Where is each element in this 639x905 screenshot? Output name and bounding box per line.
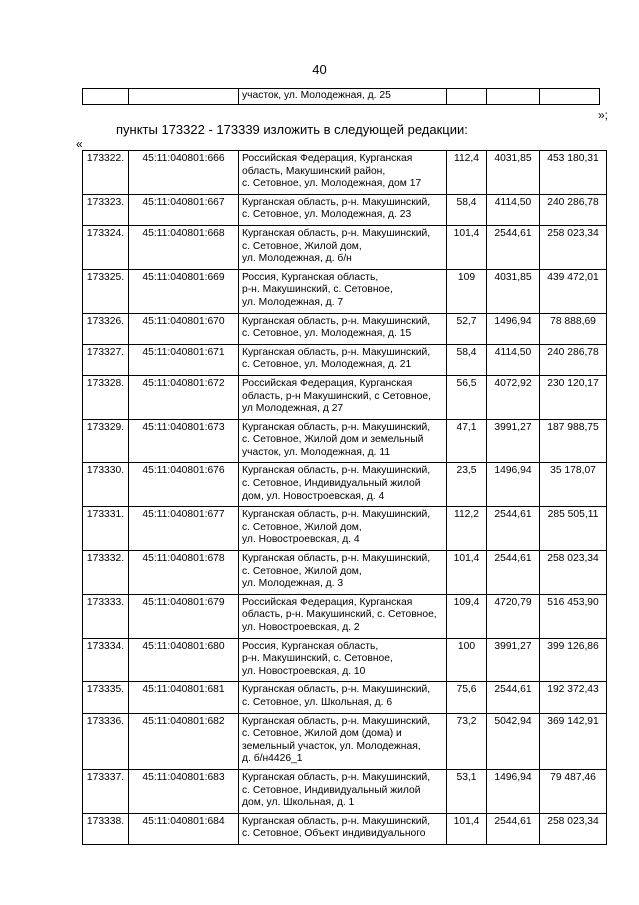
property-table [82,150,607,845]
cell-rate: 4072,92 [487,375,540,419]
cell-area: 58,4 [447,194,487,225]
cell-rate: 1496,94 [487,769,540,813]
cell-area: 75,6 [447,682,487,713]
cell-address [239,419,447,463]
cell-area: 112,2 [447,507,487,551]
cell-address [239,344,447,375]
cell-value: 35 178,07 [540,463,607,507]
cell-cadastral: 45:11:040801:680 [129,638,239,682]
address-line: область, р-н. Макушинский, с. Сетовное, [242,609,437,621]
address-line: дом, ул. Новостроевская, д. 4 [242,490,385,502]
cell-cadastral: 45:11:040801:669 [129,269,239,313]
cell-cadastral: 45:11:040801:668 [129,225,239,269]
cell-address [239,594,447,638]
address-line: с. Сетовное, Индивидуальный жилой [242,784,421,796]
table-row [83,313,607,344]
cell-cadastral: 45:11:040801:671 [129,344,239,375]
table-row [83,89,600,105]
cell-address [239,551,447,595]
address-line: с. Сетовное, Жилой дом, [242,240,362,252]
cell-cadastral: 45:11:040801:684 [129,813,239,844]
table-row [83,225,607,269]
address-line: с. Сетовное, Жилой дом, [242,565,362,577]
address-line: с. Сетовное, Жилой дом (дома) и [242,728,402,740]
cell-number [83,89,129,105]
address-line: Россия, Курганская область, [242,271,379,283]
table-row [83,463,607,507]
address-line: с. Сетовное, Объект индивидуального [242,828,426,840]
cell-area: 101,4 [447,225,487,269]
cell-address [239,269,447,313]
cell-number: 173336. [83,713,129,769]
cell-cadastral: 45:11:040801:673 [129,419,239,463]
cell-cadastral: 45:11:040801:681 [129,682,239,713]
cell-number: 173331. [83,507,129,551]
cell-area: 109,4 [447,594,487,638]
cell-address [239,225,447,269]
cell-area: 56,5 [447,375,487,419]
property-table-body [83,151,607,845]
cell-rate: 4720,79 [487,594,540,638]
cell-cadastral: 45:11:040801:677 [129,507,239,551]
cell-address [239,151,447,195]
address-line: Курганская область, р-н. Макушинский, [242,196,431,208]
cell-number: 173326. [83,313,129,344]
cell-rate: 4114,50 [487,194,540,225]
address-line: Россия, Курганская область, [242,640,379,652]
cell-value: 230 120,17 [540,375,607,419]
address-line: р-н. Макушинский, с. Сетовное, [242,284,393,296]
address-line: с. Сетовное, ул. Молодежная, д. 15 [242,328,412,340]
cell-rate: 5042,94 [487,713,540,769]
table-row [83,594,607,638]
cell-number: 173324. [83,225,129,269]
address-line: р-н. Макушинский, с. Сетовное, [242,653,393,665]
address-line: Курганская область, р-н. Макушинский, [242,684,431,696]
cell-value: 258 023,34 [540,813,607,844]
table-row [83,638,607,682]
address-line: участок, ул. Молодежная, д. 11 [242,446,391,458]
cell-area: 53,1 [447,769,487,813]
table-row [83,813,607,844]
cell-rate: 3991,27 [487,419,540,463]
cell-value: 285 505,11 [540,507,607,551]
cell-number: 173332. [83,551,129,595]
address-line: Курганская область, р-н. Макушинский, [242,346,431,358]
address-line: с. Сетовное, Жилой дом, [242,521,362,533]
cell-rate: 2544,61 [487,551,540,595]
cell-rate: 2544,61 [487,682,540,713]
cell-number: 173322. [83,151,129,195]
address-line: с. Сетовное, ул. Молодежная, д. 21 [242,359,412,371]
cell-rate: 4031,85 [487,151,540,195]
cell-area: 47,1 [447,419,487,463]
cell-rate: 2544,61 [487,813,540,844]
cell-number: 173323. [83,194,129,225]
cell-area: 58,4 [447,344,487,375]
cell-cadastral: 45:11:040801:679 [129,594,239,638]
cell-rate: 2544,61 [487,225,540,269]
cell-address [239,463,447,507]
cell-cadastral: 45:11:040801:667 [129,194,239,225]
table-row [83,769,607,813]
cell-value: 516 453,90 [540,594,607,638]
address-line: Курганская область, р-н. Макушинский, [242,315,431,327]
address-line: ул. Молодежная, д. 3 [242,578,344,590]
cell-area: 112,4 [447,151,487,195]
address-line: Курганская область, р-н. Макушинский, [242,465,431,477]
cell-address [239,769,447,813]
address-line: Курганская область, р-н. Макушинский, [242,509,431,521]
table-row [83,269,607,313]
cell-address [239,194,447,225]
cell-number: 173327. [83,344,129,375]
cell-value: 399 126,86 [540,638,607,682]
cell-area [447,89,487,105]
cell-value: 240 286,78 [540,194,607,225]
address-line: область, Макушинский район, [242,165,386,177]
address-line: ул. Молодежная, д. б/н [242,253,352,265]
cell-number: 173338. [83,813,129,844]
cell-cadastral: 45:11:040801:678 [129,551,239,595]
cell-rate: 1496,94 [487,313,540,344]
address-line: с. Сетовное, Индивидуальный жилой [242,478,421,490]
address-line: Курганская область, р-н. Макушинский, [242,421,431,433]
address-line: ул. Новостроевская, д. 10 [242,665,366,677]
address-line: с. Сетовное, Жилой дом и земельный [242,434,424,446]
address-line: Курганская область, р-н. Макушинский, [242,771,431,783]
cell-address [239,713,447,769]
amendment-instruction: пункты 173322 - 173339 изложить в следующей редакции: [116,122,468,137]
address-line: Курганская область, р-н. Макушинский, [242,815,431,827]
cell-value: 240 286,78 [540,344,607,375]
cell-area: 101,4 [447,813,487,844]
address-line: Российская Федерация, Курганская [242,377,413,389]
cell-cadastral: 45:11:040801:670 [129,313,239,344]
cell-area: 73,2 [447,713,487,769]
address-line: с. Сетовное, ул. Молодежная, д. 23 [242,209,412,221]
address-line: Российская Федерация, Курганская [242,596,413,608]
cell-rate [487,89,540,105]
cell-cadastral: 45:11:040801:682 [129,713,239,769]
table-row [83,507,607,551]
cell-area: 109 [447,269,487,313]
cell-area: 101,4 [447,551,487,595]
cell-address [239,638,447,682]
cell-value: 258 023,34 [540,551,607,595]
cell-rate: 4114,50 [487,344,540,375]
cell-number: 173334. [83,638,129,682]
cell-cadastral: 45:11:040801:676 [129,463,239,507]
cell-rate: 2544,61 [487,507,540,551]
cell-number: 173328. [83,375,129,419]
cell-address [239,682,447,713]
cell-number: 173330. [83,463,129,507]
address-line: Российская Федерация, Курганская [242,153,413,164]
cell-cadastral: 45:11:040801:666 [129,151,239,195]
cell-value: 453 180,31 [540,151,607,195]
table-row [83,194,607,225]
table-row [83,713,607,769]
previous-table-fragment [82,88,600,105]
cell-area: 100 [447,638,487,682]
address-line: Курганская область, р-н. Макушинский, [242,553,431,565]
table-row [83,419,607,463]
cell-number: 173337. [83,769,129,813]
cell-cadastral [129,89,239,105]
cell-value: 79 487,46 [540,769,607,813]
table-row [83,344,607,375]
cell-number: 173329. [83,419,129,463]
cell-area: 23,5 [447,463,487,507]
cell-value: 369 142,91 [540,713,607,769]
cell-value: 187 988,75 [540,419,607,463]
address-line: ул. Молодежная, д. 7 [242,296,344,308]
cell-value: 258 023,34 [540,225,607,269]
cell-address [239,375,447,419]
cell-value: 78 888,69 [540,313,607,344]
cell-address [239,507,447,551]
address-line: дом, ул. Школьная, д. 1 [242,797,355,809]
closing-quote: »; [598,108,609,122]
page-number: 40 [312,62,327,77]
cell-address: участок, ул. Молодежная, д. 25 [239,89,447,105]
address-line: д. б/н4426_1 [242,753,303,765]
cell-cadastral: 45:11:040801:672 [129,375,239,419]
cell-value: 439 472,01 [540,269,607,313]
cell-cadastral: 45:11:040801:683 [129,769,239,813]
cell-number: 173325. [83,269,129,313]
table-row [83,151,607,195]
address-line: с. Сетовное, ул. Школьная, д. 6 [242,696,393,708]
cell-number: 173333. [83,594,129,638]
cell-area: 52,7 [447,313,487,344]
address-line: область, р-н Макушинский, с Сетовное, [242,390,431,402]
cell-rate: 4031,85 [487,269,540,313]
cell-address [239,313,447,344]
cell-value: 192 372,43 [540,682,607,713]
address-line: Курганская область, р-н. Макушинский, [242,715,431,727]
cell-value [540,89,600,105]
table-row [83,682,607,713]
address-line: земельный участок, ул. Молодежная, [242,740,421,752]
address-line: ул. Новостроевская, д. 4 [242,534,360,546]
cell-address [239,813,447,844]
address-line: ул. Новостроевская, д. 2 [242,622,360,633]
address-line: ул Молодежная, д 27 [242,403,344,415]
address-line: с. Сетовное, ул. Молодежная, дом 17 [242,178,422,190]
cell-rate: 1496,94 [487,463,540,507]
cell-rate: 3991,27 [487,638,540,682]
table-row [83,551,607,595]
table-row [83,375,607,419]
address-line: Курганская область, р-н. Макушинский, [242,227,431,239]
cell-number: 173335. [83,682,129,713]
opening-quote: « [76,137,83,151]
